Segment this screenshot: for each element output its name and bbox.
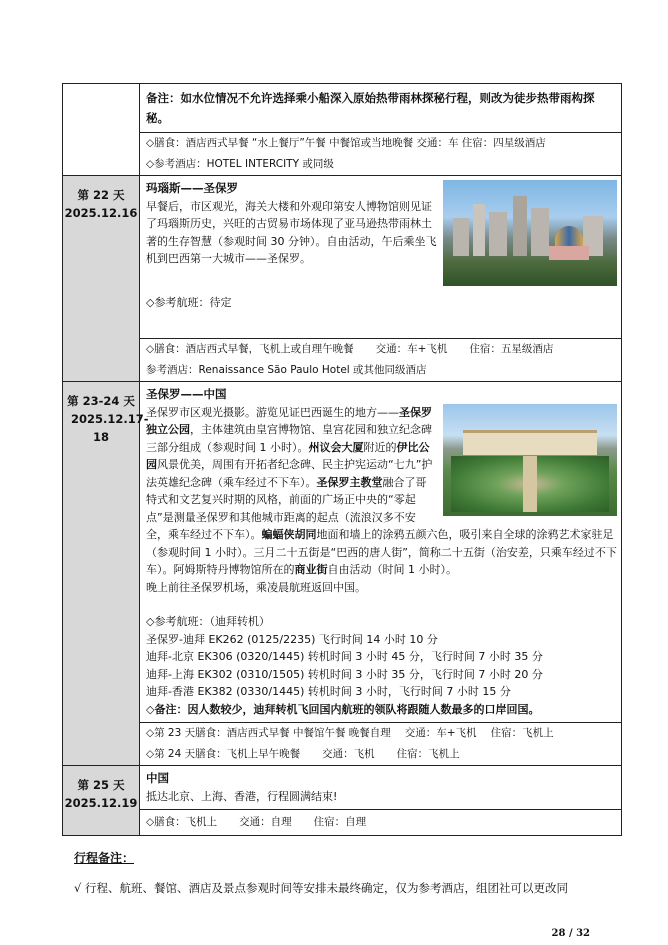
day-label: 第 25 天	[77, 778, 125, 792]
remarks-title: 行程备注：	[74, 851, 135, 865]
flight-title: ◇参考航班：（迪拜转机）	[146, 615, 270, 628]
meals-line	[140, 339, 621, 360]
itinerary-table	[62, 83, 622, 836]
flight-line: 迪拜-香港 EK382 (0330/1445) 转机时间 3 小时，飞行时间 7 小时 15 分	[146, 685, 511, 698]
hotel-line: ◇参考酒店：HOTEL INTERCITY 或同级	[146, 158, 334, 170]
meals-line: ◇膳食：酒店西式早餐 “水上餐厅”午餐 中餐馆或当地晚餐 交通：车 住宿：四星级酒店	[146, 137, 546, 149]
content-cell	[140, 382, 622, 723]
meals-line: ◇第 24 天膳食：飞机上早午晚餐 交通：飞机 住宿：飞机上	[146, 748, 460, 760]
hotel-line: 参考酒店：Renaissance São Paulo Hotel 或其他同级酒店	[146, 364, 427, 376]
day-label: 第 22 天	[77, 188, 125, 202]
date-label: 2025.12.17-18	[71, 412, 149, 444]
city-skyline-photo	[443, 180, 617, 286]
table-row	[63, 723, 622, 766]
page-number: 28 / 32	[551, 928, 590, 939]
meals-line: ◇膳食：飞机上 交通：自理 住宿：自理	[146, 816, 367, 828]
table-row	[63, 176, 622, 339]
remarks-line: √ 行程、航班、餐馆、酒店及景点参观时间等安排未最终确定，仅为参考酒店，组团社可以更改同	[74, 881, 568, 895]
meals-cell	[140, 339, 622, 382]
content-cell	[140, 766, 622, 810]
day-description: 圣保罗市区观光摄影。游览见证巴西诞生的地方——圣保罗独立公园，主体建筑由皇宫博物馆、皇宫花园和独立纪念碑三部分组成（参观时间 1 小时）。州议会大厦附近的伊比公园风景优美，周围有开拓者纪念碑、民主护宪运动“七九”护法英雄纪念碑（乘车经过不下车）。圣保罗主教堂融合了哥特式和文艺复兴时期的风格，前面的广场正中央的“零起点”是测量圣保罗和其他城市距离的起点（流浪汉多不安全，乘车经过不下车）。蝙蝠侠胡同地面和墙上的涂鸦五颜六色，吸引来自全球的涂鸦艺术家驻足（参观时间 1 小时）。三月二十五街是“巴西的唐人街”，简称二十五街（治安差，只乘车经过不下车）。阿姆斯特丹博物馆所在的商业街自由活动（时间 1 小时）。	[146, 405, 617, 576]
table-row	[63, 84, 622, 133]
table-row	[63, 339, 622, 382]
table-row	[63, 382, 622, 723]
lodging-text: 住宿：五星级酒店	[469, 343, 554, 355]
note-cell	[140, 84, 622, 133]
date-label: 2025.12.19	[64, 796, 138, 810]
meals-line: ◇第 23 天膳食：酒店西式早餐 中餐馆午餐 晚餐自理 交通：车+飞机 住宿：飞机上	[146, 727, 554, 739]
day-cell	[63, 766, 140, 836]
table-row	[63, 133, 622, 176]
meals-text: ◇膳食：酒店西式早餐，飞机上或自理午晚餐	[146, 343, 354, 355]
day-title: 玛瑙斯——圣保罗	[146, 181, 238, 195]
day-cell	[63, 176, 140, 382]
meals-cell	[140, 723, 622, 766]
table-row	[63, 810, 622, 836]
day-title: 圣保罗——中国	[146, 387, 227, 401]
day-description: 早餐后，市区观光，海关大楼和外观印第安人博物馆则见证了玛瑙斯历史，兴旺的古贸易市场体现了亚马逊热带雨林土著的生存智慧（参观时间 30 分钟）。自由活动，午后乘坐飞机到巴西第一大城市——圣保罗。	[146, 199, 437, 265]
table-row	[63, 766, 622, 810]
meals-cell	[140, 810, 622, 836]
palace-garden-photo	[443, 404, 617, 516]
flight-info: ◇参考航班：待定	[146, 295, 232, 309]
flight-line: 圣保罗-迪拜 EK262 (0125/2235) 飞行时间 14 小时 10 分	[146, 632, 438, 646]
evening-info: 晚上前往圣保罗机场，乘凌晨航班返回中国。	[146, 580, 366, 594]
day-description: 抵达北京、上海、香港，行程圆满结束!	[146, 789, 338, 803]
day-title: 中国	[146, 771, 169, 785]
transport-text: 交通：车+飞机	[375, 343, 448, 355]
day-label: 第 23-24 天	[67, 394, 135, 408]
meals-cell	[140, 133, 622, 176]
day-cell	[63, 382, 149, 766]
flight-line: 迪拜-上海 EK302 (0310/1505) 转机时间 3 小时 35 分，飞行时间 7 小时 20 分	[146, 667, 543, 681]
water-level-note: 备注：如水位情况不允许选择乘小船深入原始热带雨林探秘行程，则改为徒步热带雨构探秘。	[146, 91, 595, 125]
date-label: 2025.12.16	[64, 206, 138, 220]
transfer-note: ◇备注：因人数较少，迪拜转机飞回国内航班的领队将跟随人数最多的口岸回国。	[146, 702, 540, 716]
day-cell-empty	[63, 84, 140, 176]
content-cell	[140, 176, 622, 339]
flight-line: 迪拜-北京 EK306 (0320/1445) 转机时间 3 小时 45 分，飞行时间 7 小时 35 分	[146, 650, 543, 663]
